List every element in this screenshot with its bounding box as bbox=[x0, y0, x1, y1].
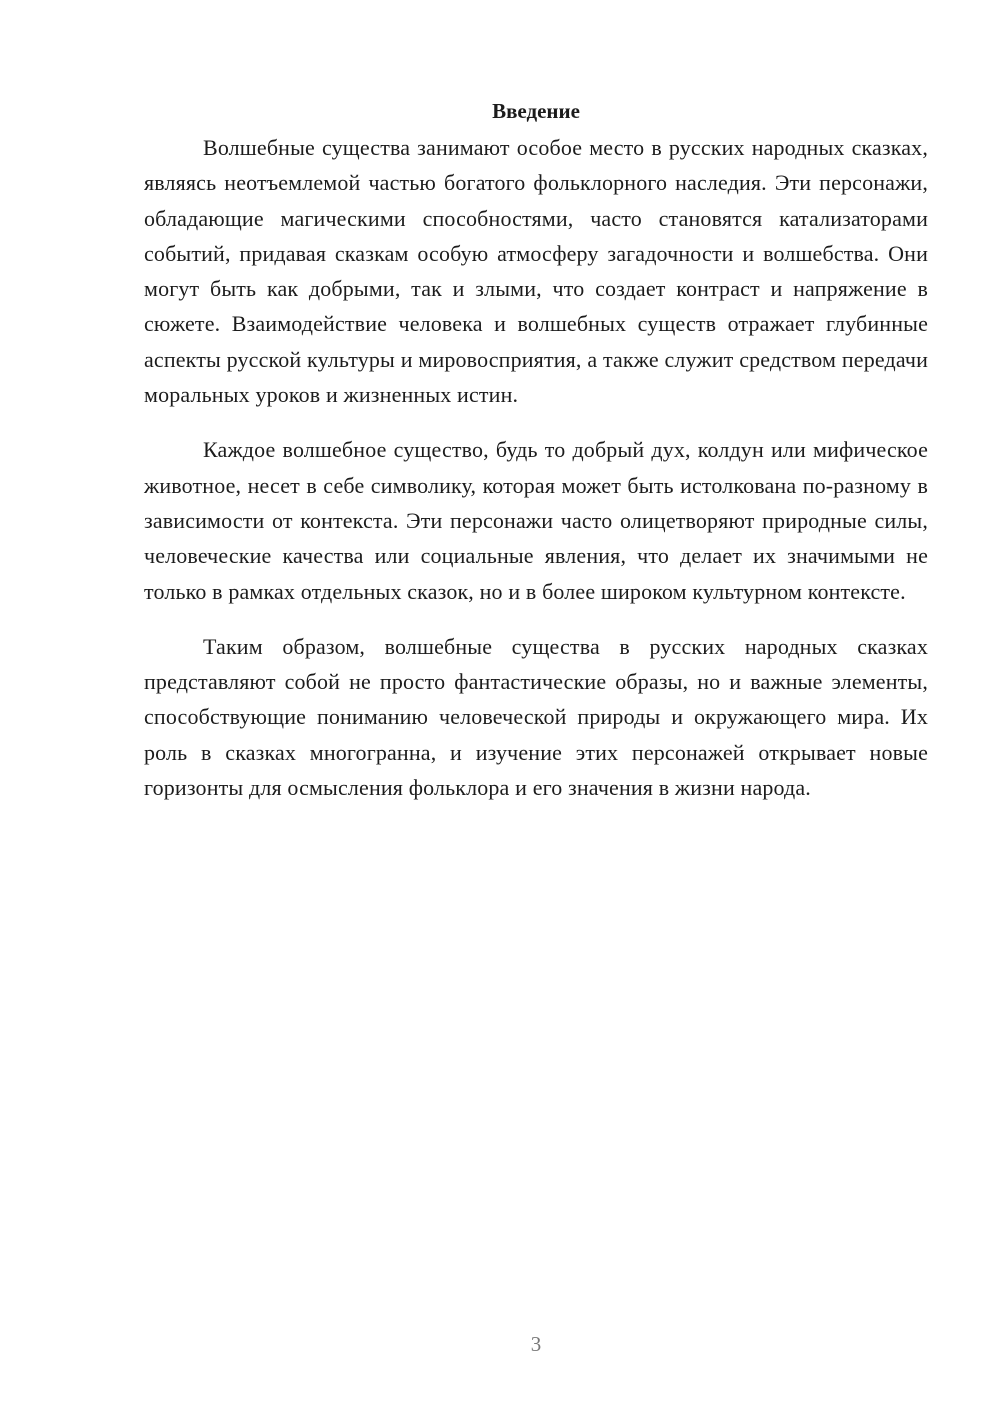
page-title: Введение bbox=[492, 99, 580, 123]
page-number: 3 bbox=[530, 1332, 542, 1356]
paragraph-3: Таким образом, волшебные существа в русских народных сказках представляют собой не просто фантастические образы, но и важные элементы, способствующие пониманию человеческой природы и окружающего мира. Их роль в сказках многогранна, и изучение этих персонажей открывает новые горизонты для осмысления фольклора и его значения в жизни народа. bbox=[144, 633, 928, 801]
paragraph-1: Волшебные существа занимают особое место в русских народных сказках, являясь неотъемлемой частью богатого фольклорного наследия. Эти персонажи, обладающие магическими способностями, часто становятся катализаторами событий, придавая сказкам особую атмосферу загадочности и волшебства. Они могут быть как добрыми, так и злыми, что создает контраст и напряжение в сюжете. Взаимодействие человека и волшебных существ отражает глубинные аспекты русской культуры и мировосприятия, а также служит средством передачи моральных уроков и жизненных истин. bbox=[144, 135, 928, 408]
text-block bbox=[144, 96, 928, 805]
paragraph-2: Каждое волшебное существо, будь то добрый дух, колдун или мифическое животное, несет в себе символику, которая может быть истолкована по-разному в зависимости от контекста. Эти персонажи часто олицетворяют природные силы, человеческие качества или социальные явления, что делает их значимыми не только в рамках отдельных сказок, но и в более широком культурном контексте. bbox=[144, 437, 928, 604]
